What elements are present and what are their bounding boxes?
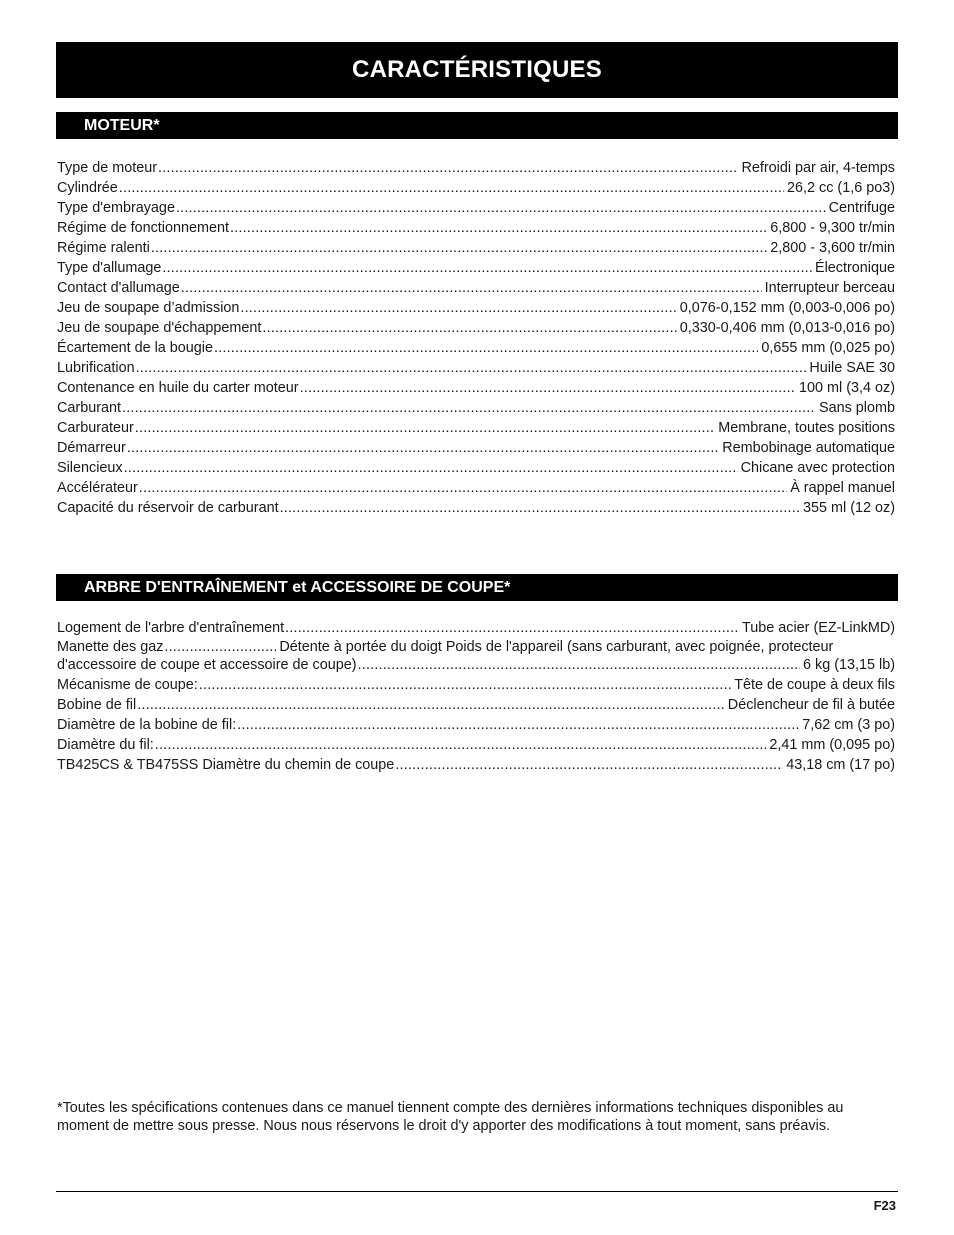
spec-label: Bobine de fil [57, 697, 137, 713]
spec-row [57, 378, 895, 398]
spec-row [57, 198, 895, 218]
dot-leader [137, 695, 725, 715]
spec-label: Cylindrée [57, 180, 118, 196]
spec-value: Huile SAE 30 [809, 360, 895, 376]
spec-label: Carburateur [57, 420, 134, 436]
spec-label: Type de moteur [57, 160, 157, 176]
footnote: *Toutes les spécifications contenues dans ce manuel tiennent compte des dernières informations techniques disponibles au moment de mettre sous presse. Nous nous réservons le droit d'y apporter des modifications à tout moment, sans préavis. [57, 1100, 844, 1134]
spec-row [57, 338, 895, 358]
spec-row [57, 618, 895, 638]
spec-value: Sans plomb [819, 400, 895, 416]
dot-leader [199, 675, 731, 695]
spec-row [57, 218, 895, 238]
dot-leader [214, 338, 758, 358]
spec-label: Régime de fonctionnement [57, 220, 229, 236]
spec-row [57, 158, 895, 178]
spec-value: À rappel manuel [790, 480, 895, 496]
dot-leader [280, 498, 800, 518]
spec-value: Centrifuge [828, 200, 895, 216]
spec-row [57, 438, 895, 458]
dot-leader [237, 715, 799, 735]
spec-value: 26,2 cc (1,6 po3) [787, 180, 895, 196]
dot-leader [300, 378, 796, 398]
spec-value: Tube acier (EZ-LinkMD) [742, 620, 895, 636]
spec-label: Contact d'allumage [57, 280, 180, 296]
spec-label: Mécanisme de coupe: [57, 677, 198, 693]
spec-label: Logement de l'arbre d'entraînement [57, 620, 285, 636]
spec-label: Carburant [57, 400, 121, 416]
spec-label: d'accessoire de coupe et accessoire de coupe) [57, 657, 357, 673]
spec-value: Déclencheur de fil à butée [727, 697, 895, 713]
section-heading-moteur: MOTEUR* [56, 112, 898, 139]
spec-label: Manette des gaz [57, 639, 164, 655]
spec-row [57, 715, 895, 735]
spec-label: Silencieux [57, 460, 123, 476]
spec-value: 0,655 mm (0,025 po) [761, 340, 895, 356]
dot-leader [135, 418, 715, 438]
dot-leader [151, 238, 767, 258]
spec-label: Écartement de la bougie [57, 340, 213, 356]
spec-value: 43,18 cm (17 po) [786, 757, 895, 773]
spec-row-manette [57, 638, 895, 675]
dot-leader [127, 438, 719, 458]
spec-row [57, 695, 895, 715]
spec-value: 100 ml (3,4 oz) [799, 380, 895, 396]
spec-row [57, 238, 895, 258]
spec-label: Lubrification [57, 360, 135, 376]
spec-label: Contenance en huile du carter moteur [57, 380, 299, 396]
dot-leader [285, 618, 739, 638]
spec-label: Accélérateur [57, 480, 138, 496]
spec-value: Interrupteur berceau [764, 280, 895, 296]
dot-leader [136, 358, 807, 378]
spec-value: Électronique [815, 260, 895, 276]
spec-row [57, 498, 895, 518]
page-title: CARACTÉRISTIQUES [56, 42, 898, 98]
spec-label: TB425CS & TB475SS Diamètre du chemin de coupe [57, 757, 395, 773]
spec-row [57, 675, 895, 695]
spec-value: 0,330-0,406 mm (0,013-0,016 po) [679, 320, 895, 336]
spec-value: Refroidi par air, 4-temps [741, 160, 895, 176]
spec-row [57, 278, 895, 298]
spec-row [57, 398, 895, 418]
spec-row [57, 735, 895, 755]
spec-row [57, 418, 895, 438]
spec-value: 7,62 cm (3 po) [802, 717, 895, 733]
spec-label: Jeu de soupape d’admission [57, 300, 240, 316]
dot-leader [124, 458, 738, 478]
arbre-spec-list [57, 618, 895, 775]
dot-leader [139, 478, 787, 498]
spec-label: Diamètre de la bobine de fil: [57, 717, 237, 733]
spec-value: Tête de coupe à deux fils [734, 677, 895, 693]
spec-value: 6,800 - 9,300 tr/min [770, 220, 895, 236]
dot-leader [176, 198, 826, 218]
spec-row [57, 458, 895, 478]
dot-leader [119, 178, 784, 198]
section-heading-arbre: ARBRE D'ENTRAÎNEMENT et ACCESSOIRE DE COUPE* [56, 574, 898, 601]
spec-label: Type d'allumage [57, 260, 162, 276]
dot-leader [358, 656, 800, 674]
dot-leader [162, 258, 812, 278]
moteur-spec-list [57, 158, 895, 518]
spec-label: Capacité du réservoir de carburant [57, 500, 279, 516]
spec-label: Diamètre du fil: [57, 737, 154, 753]
spec-value: 2,800 - 3,600 tr/min [770, 240, 895, 256]
spec-label: Régime ralenti [57, 240, 150, 256]
spec-value: 0,076-0,152 mm (0,003-0,006 po) [679, 300, 895, 316]
dot-leader [230, 218, 767, 238]
dot-leader [158, 158, 738, 178]
spec-row [57, 478, 895, 498]
spec-row [57, 318, 895, 338]
spec-label: Jeu de soupape d'échappement [57, 320, 262, 336]
spec-value: Chicane avec protection [740, 460, 895, 476]
dot-leader [122, 398, 816, 418]
dot-leader [155, 735, 767, 755]
spec-row [57, 358, 895, 378]
spec-row [57, 258, 895, 278]
spec-value: Détente à portée du doigt Poids de l'appareil (sans carburant, avec poignée, protecteur [279, 639, 834, 655]
page-number: F23 [873, 1198, 896, 1213]
dot-leader [395, 755, 783, 775]
footer-rule [56, 1191, 898, 1192]
spec-value: Membrane, toutes positions [718, 420, 895, 436]
spec-label: Démarreur [57, 440, 126, 456]
spec-row [57, 755, 895, 775]
dot-leader [181, 278, 762, 298]
spec-value: 2,41 mm (0,095 po) [769, 737, 895, 753]
dot-leader [240, 298, 676, 318]
spec-value: 6 kg (13,15 lb) [803, 657, 895, 673]
spec-row [57, 178, 895, 198]
spec-row [57, 298, 895, 318]
spec-value: Rembobinage automatique [722, 440, 895, 456]
dot-leader [164, 638, 276, 656]
spec-label: Type d'embrayage [57, 200, 175, 216]
spec-value: 355 ml (12 oz) [803, 500, 895, 516]
dot-leader [262, 318, 676, 338]
